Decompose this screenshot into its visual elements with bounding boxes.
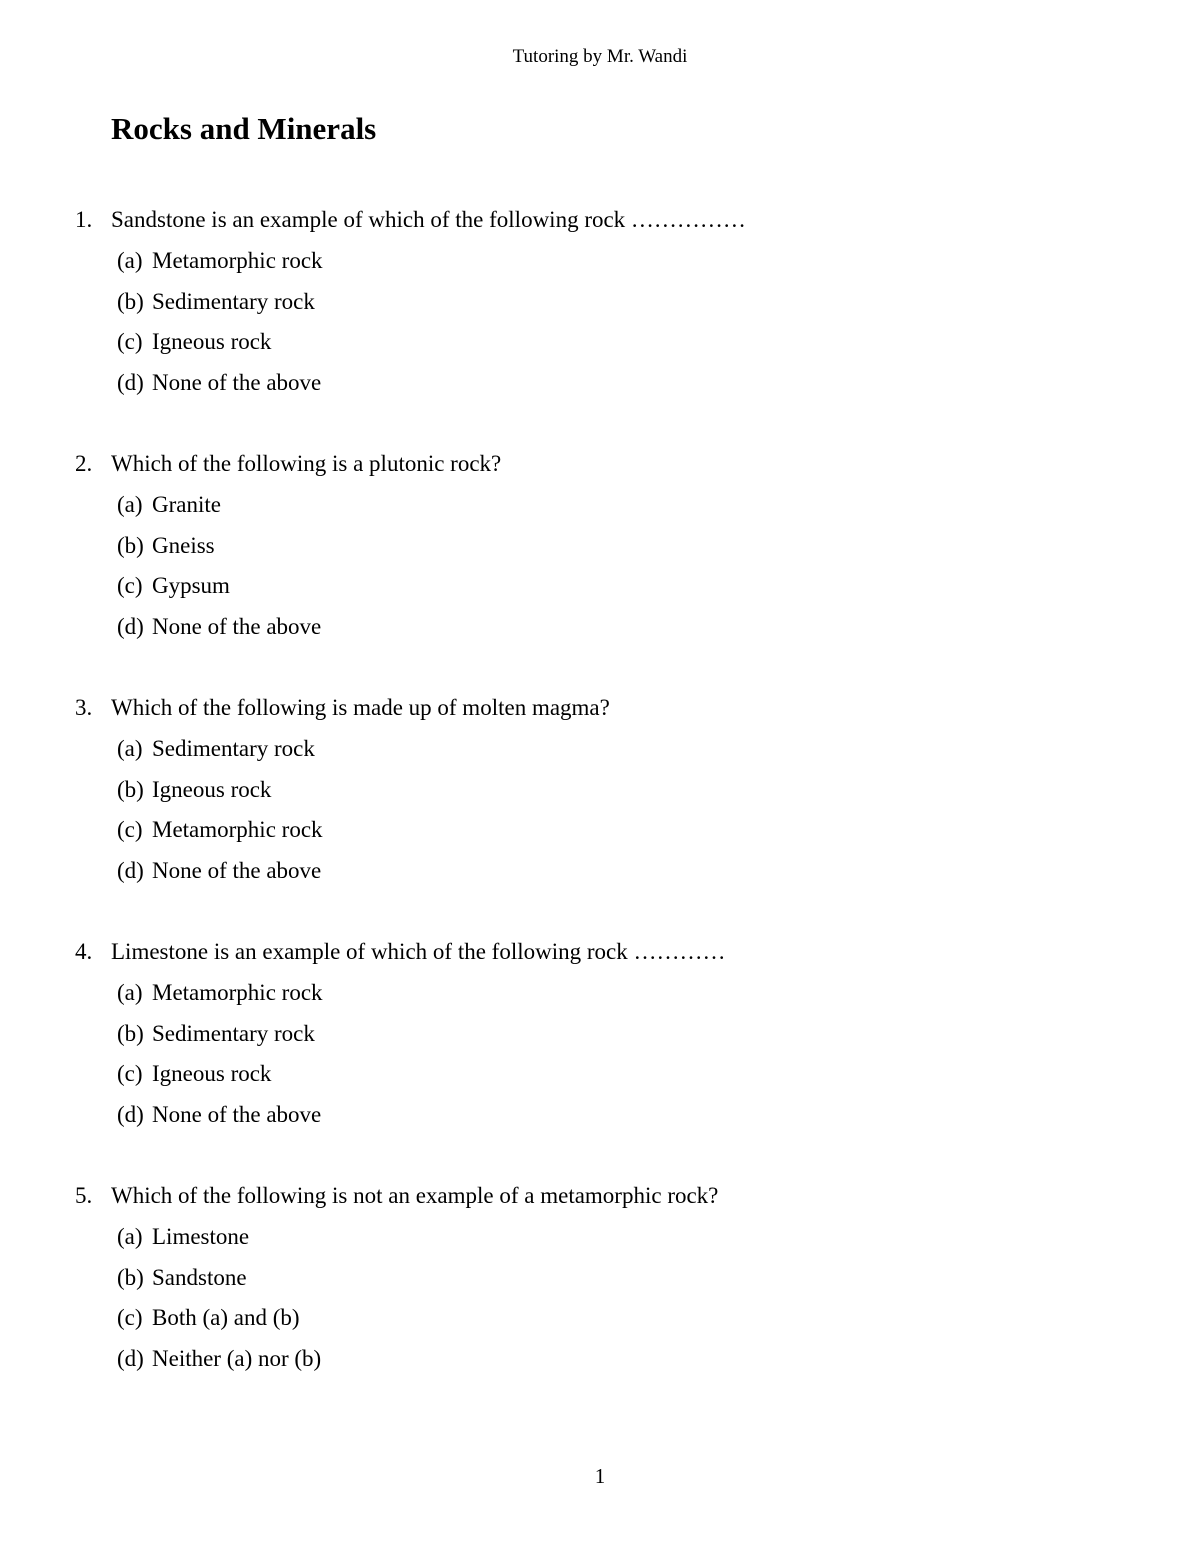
option-text: Metamorphic rock xyxy=(152,817,323,843)
option-text: Granite xyxy=(152,492,221,517)
answer-option xyxy=(0,1342,1200,1383)
option-letter: (a) xyxy=(117,980,143,1005)
option-letter: (d) xyxy=(117,1345,144,1371)
answer-option xyxy=(0,1301,1200,1342)
page-number: 1 xyxy=(594,1464,606,1488)
answer-option xyxy=(0,813,1200,854)
answer-option xyxy=(0,1017,1200,1058)
page-title: Rocks and Minerals xyxy=(111,111,377,146)
question-number: 1. xyxy=(75,207,93,232)
option-text: Gneiss xyxy=(152,532,215,558)
answer-option xyxy=(0,732,1200,773)
answer-option xyxy=(0,569,1200,610)
question-number: 3. xyxy=(75,695,93,720)
question-text: Which of the following is a plutonic rock? xyxy=(111,451,502,476)
option-text: Both (a) and (b) xyxy=(152,1305,300,1331)
answer-option xyxy=(0,285,1200,326)
answer-option xyxy=(0,366,1200,407)
question-number: 2. xyxy=(75,451,93,476)
option-letter: (b) xyxy=(117,1020,144,1046)
option-text: Igneous rock xyxy=(152,329,272,355)
option-letter: (a) xyxy=(117,248,143,273)
question-stem xyxy=(0,691,1200,732)
option-text: Igneous rock xyxy=(152,776,272,802)
option-text: None of the above xyxy=(152,857,322,883)
option-letter: (b) xyxy=(117,532,144,558)
question-5 xyxy=(0,1179,1200,1423)
option-letter: (a) xyxy=(117,736,143,761)
option-letter: (d) xyxy=(117,857,144,883)
answer-option xyxy=(0,1220,1200,1261)
question-number: 4. xyxy=(75,939,93,964)
question-text: Limestone is an example of which of the following rock ………… xyxy=(111,939,726,964)
question-4 xyxy=(0,935,1200,1179)
answer-option xyxy=(0,244,1200,285)
option-letter: (c) xyxy=(117,573,143,599)
option-letter: (d) xyxy=(117,613,144,639)
option-letter: (b) xyxy=(117,1264,144,1290)
answer-option xyxy=(0,1098,1200,1139)
question-stem xyxy=(0,935,1200,976)
option-letter: (c) xyxy=(117,817,143,843)
option-text: Gypsum xyxy=(152,573,230,599)
option-letter: (c) xyxy=(117,1305,143,1331)
answer-option xyxy=(0,325,1200,366)
question-stem xyxy=(0,203,1200,244)
option-text: Igneous rock xyxy=(152,1061,272,1087)
option-text: Limestone xyxy=(152,1224,250,1249)
option-text: None of the above xyxy=(152,1101,322,1127)
answer-option xyxy=(0,488,1200,529)
option-text: Sedimentary rock xyxy=(152,288,315,314)
option-letter: (b) xyxy=(117,288,144,314)
answer-option xyxy=(0,976,1200,1017)
question-2 xyxy=(0,447,1200,691)
question-stem xyxy=(0,447,1200,488)
question-1 xyxy=(0,203,1200,447)
question-text: Sandstone is an example of which of the following rock …………… xyxy=(111,207,746,232)
option-letter: (c) xyxy=(117,1061,143,1087)
option-text: Metamorphic rock xyxy=(152,980,323,1005)
question-text: Which of the following is not an example of a metamorphic rock? xyxy=(111,1183,719,1208)
question-3 xyxy=(0,691,1200,935)
answer-option xyxy=(0,854,1200,895)
answer-option xyxy=(0,529,1200,570)
answer-option xyxy=(0,1057,1200,1098)
option-text: None of the above xyxy=(152,369,322,395)
question-text: Which of the following is made up of molten magma? xyxy=(111,695,610,720)
option-text: None of the above xyxy=(152,613,322,639)
option-letter: (d) xyxy=(117,1101,144,1127)
answer-option xyxy=(0,610,1200,651)
question-list xyxy=(0,203,1200,1423)
option-text: Neither (a) nor (b) xyxy=(152,1345,322,1371)
option-letter: (d) xyxy=(117,369,144,395)
option-text: Sandstone xyxy=(152,1264,247,1290)
option-text: Sedimentary rock xyxy=(152,1020,315,1046)
question-stem xyxy=(0,1179,1200,1220)
question-number: 5. xyxy=(75,1183,93,1208)
option-text: Metamorphic rock xyxy=(152,248,323,273)
option-letter: (b) xyxy=(117,776,144,802)
option-letter: (a) xyxy=(117,1224,143,1249)
answer-option xyxy=(0,1261,1200,1302)
page-header: Tutoring by Mr. Wandi xyxy=(512,46,688,67)
option-text: Sedimentary rock xyxy=(152,736,315,761)
option-letter: (a) xyxy=(117,492,143,517)
answer-option xyxy=(0,773,1200,814)
option-letter: (c) xyxy=(117,329,143,355)
